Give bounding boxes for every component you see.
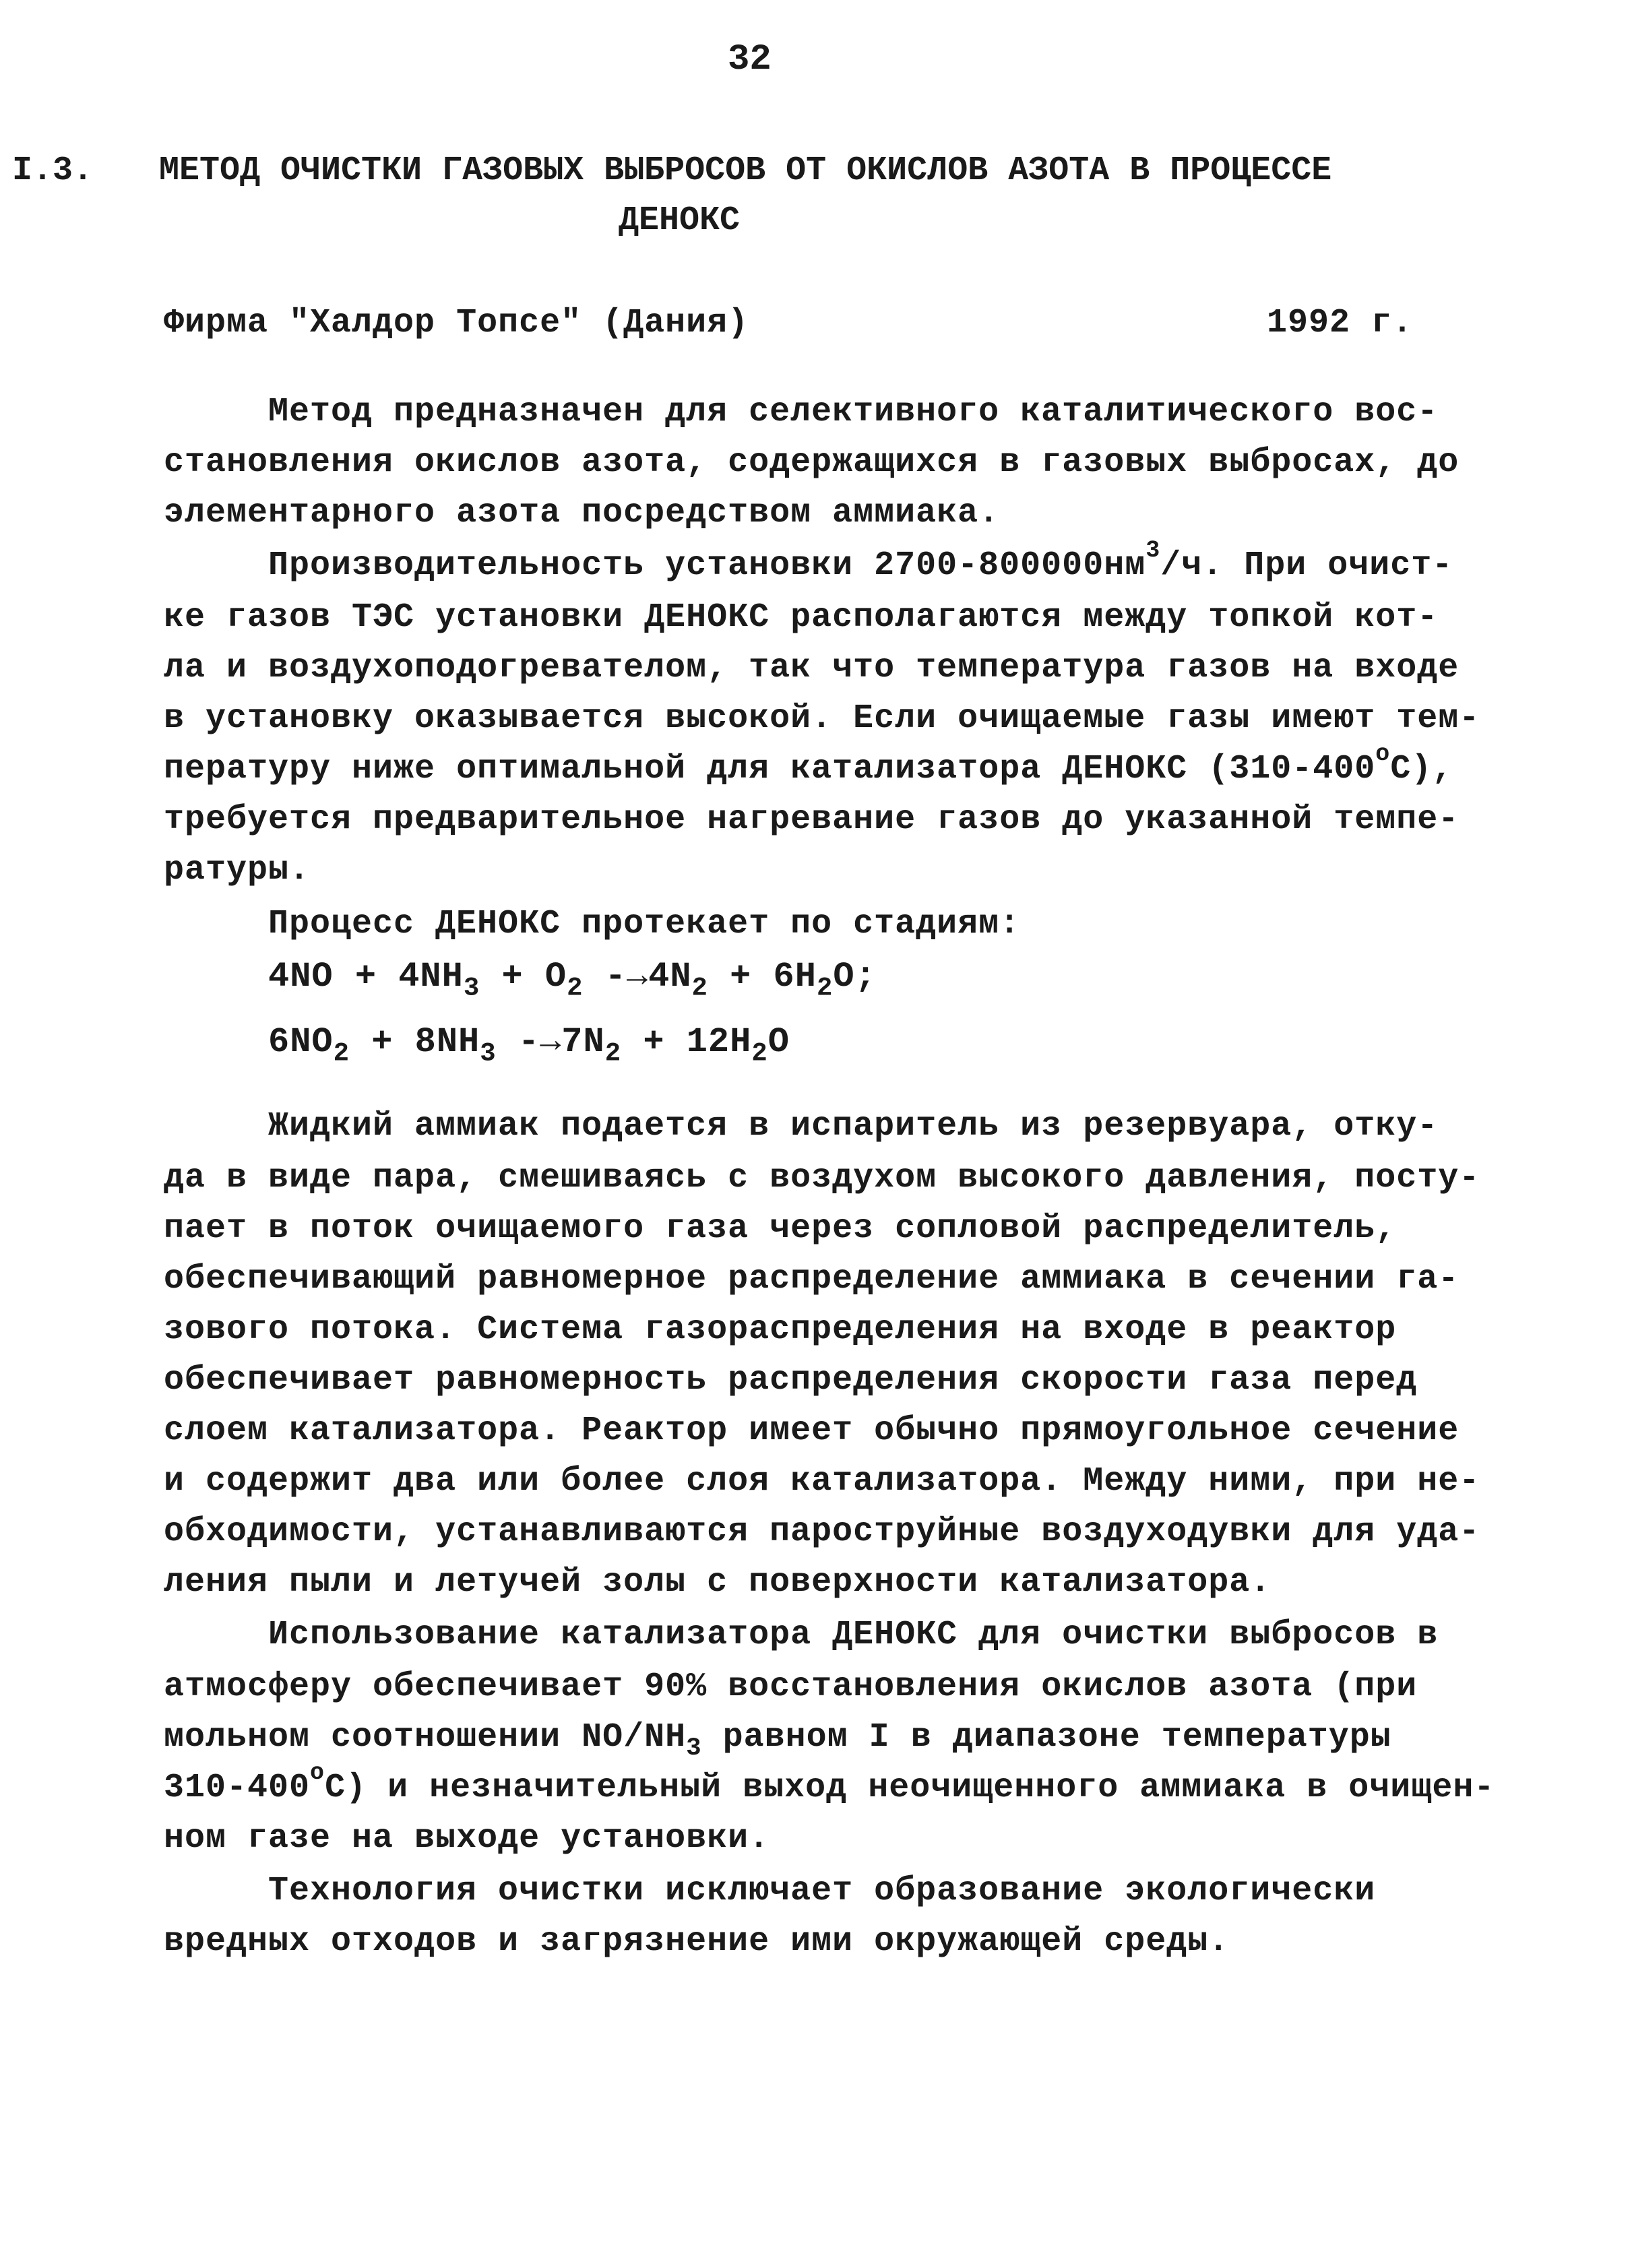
paragraph-3-line-9: обходимости, устанавливаются пароструйные воздуходувки для уда- (164, 1513, 1480, 1551)
section-heading-line2: ДЕНОКС (619, 201, 741, 240)
paragraph-4-line-1: Использование катализатора ДЕНОКС для очистки выбросов в (268, 1616, 1439, 1654)
paragraph-2-line-4: в установку оказывается высокой. Если очищаемые газы имеют тем- (164, 699, 1480, 738)
paragraph-2-line-5: пературу ниже оптимальной для катализатора ДЕНОКС $(310-400^оС)$, (164, 740, 1453, 788)
section-number: I.3. (12, 152, 94, 190)
paragraph-2-line-3: ла и воздухоподогревателом, так что температура газов на входе (164, 649, 1460, 687)
paragraph-1-line-3: элементарного азота посредством аммиака. (164, 494, 1000, 532)
paragraph-1-line-1: Метод предназначен для селективного каталитического вос- (268, 393, 1439, 431)
page-number: 32 (728, 39, 772, 80)
firm-name: Фирма "Халдор Топсе" (Дания) (164, 304, 749, 342)
equation-2: $6NO_2 + 8NH_3$ $-\to 7N_2 + 12H_2O$ (268, 1022, 790, 1069)
paragraph-3-line-8: и содержит два или более слоя катализатора. Между ними, при не- (164, 1462, 1480, 1501)
paragraph-4-line-2: атмосферу обеспечивает 90% восстановления окислов азота (при (164, 1668, 1418, 1706)
stages-intro: Процесс ДЕНОКС протекает по стадиям: (268, 905, 1021, 943)
paragraph-5-line-1: Технология очистки исключает образование экологически (268, 1872, 1376, 1910)
paragraph-3-line-7: слоем катализатора. Реактор имеет обычно прямоугольное сечение (164, 1412, 1460, 1450)
paragraph-3-line-6: обеспечивает равномерность распределения скорости газа перед (164, 1361, 1418, 1399)
paragraph-3-line-4: обеспечивающий равномерное распределение аммиака в сечении га- (164, 1260, 1460, 1298)
paragraph-1-line-2: становления окислов азота, содержащихся в газовых выбросах, до (164, 443, 1460, 482)
section-heading-line1: МЕТОД ОЧИСТКИ ГАЗОВЫХ ВЫБРОСОВ ОТ ОКИСЛОВ АЗОТА В ПРОЦЕССЕ (159, 152, 1332, 190)
paragraph-3-line-10: ления пыли и летучей золы с поверхности катализатора. (164, 1563, 1272, 1602)
paragraph-3-line-2: да в виде пара, смешиваясь с воздухом высокого давления, посту- (164, 1159, 1480, 1197)
paragraph-2-line-7: ратуры. (164, 851, 311, 889)
equation-1: $4NO + 4NH_3 + O_2$ $-\to 4N_2 + 6H_2O$; (268, 957, 877, 1003)
paragraph-3-line-5: зового потока. Система газораспределения на входе в реактор (164, 1311, 1397, 1349)
paragraph-2-line-6: требуется предварительное нагревание газов до указанной темпе- (164, 800, 1460, 839)
paragraph-5-line-2: вредных отходов и загрязнение ими окружающей среды. (164, 1922, 1230, 1961)
year: 1992 г. (1267, 304, 1414, 342)
paragraph-3-line-3: пает в поток очищаемого газа через сопловой распределитель, (164, 1209, 1397, 1248)
paragraph-4-line-5: ном газе на выходе установки. (164, 1819, 770, 1858)
paragraph-4-line-3: мольном соотношении $NO/NH_3$ равном I в диапазоне температуры (164, 1718, 1391, 1763)
paragraph-2-line-2: ке газов ТЭС установки ДЕНОКС располагаются между топкой кот- (164, 598, 1439, 637)
paragraph-4-line-4: $310-400^оС$) и незначительный выход неочищенного аммиака в очищен- (164, 1759, 1495, 1807)
paragraph-3-line-1: Жидкий аммиак подается в испаритель из резервуара, отку- (268, 1107, 1439, 1145)
paragraph-2-line-1: Производительность установки $2700-800000нм^3/ч$. При очист- (268, 536, 1453, 585)
